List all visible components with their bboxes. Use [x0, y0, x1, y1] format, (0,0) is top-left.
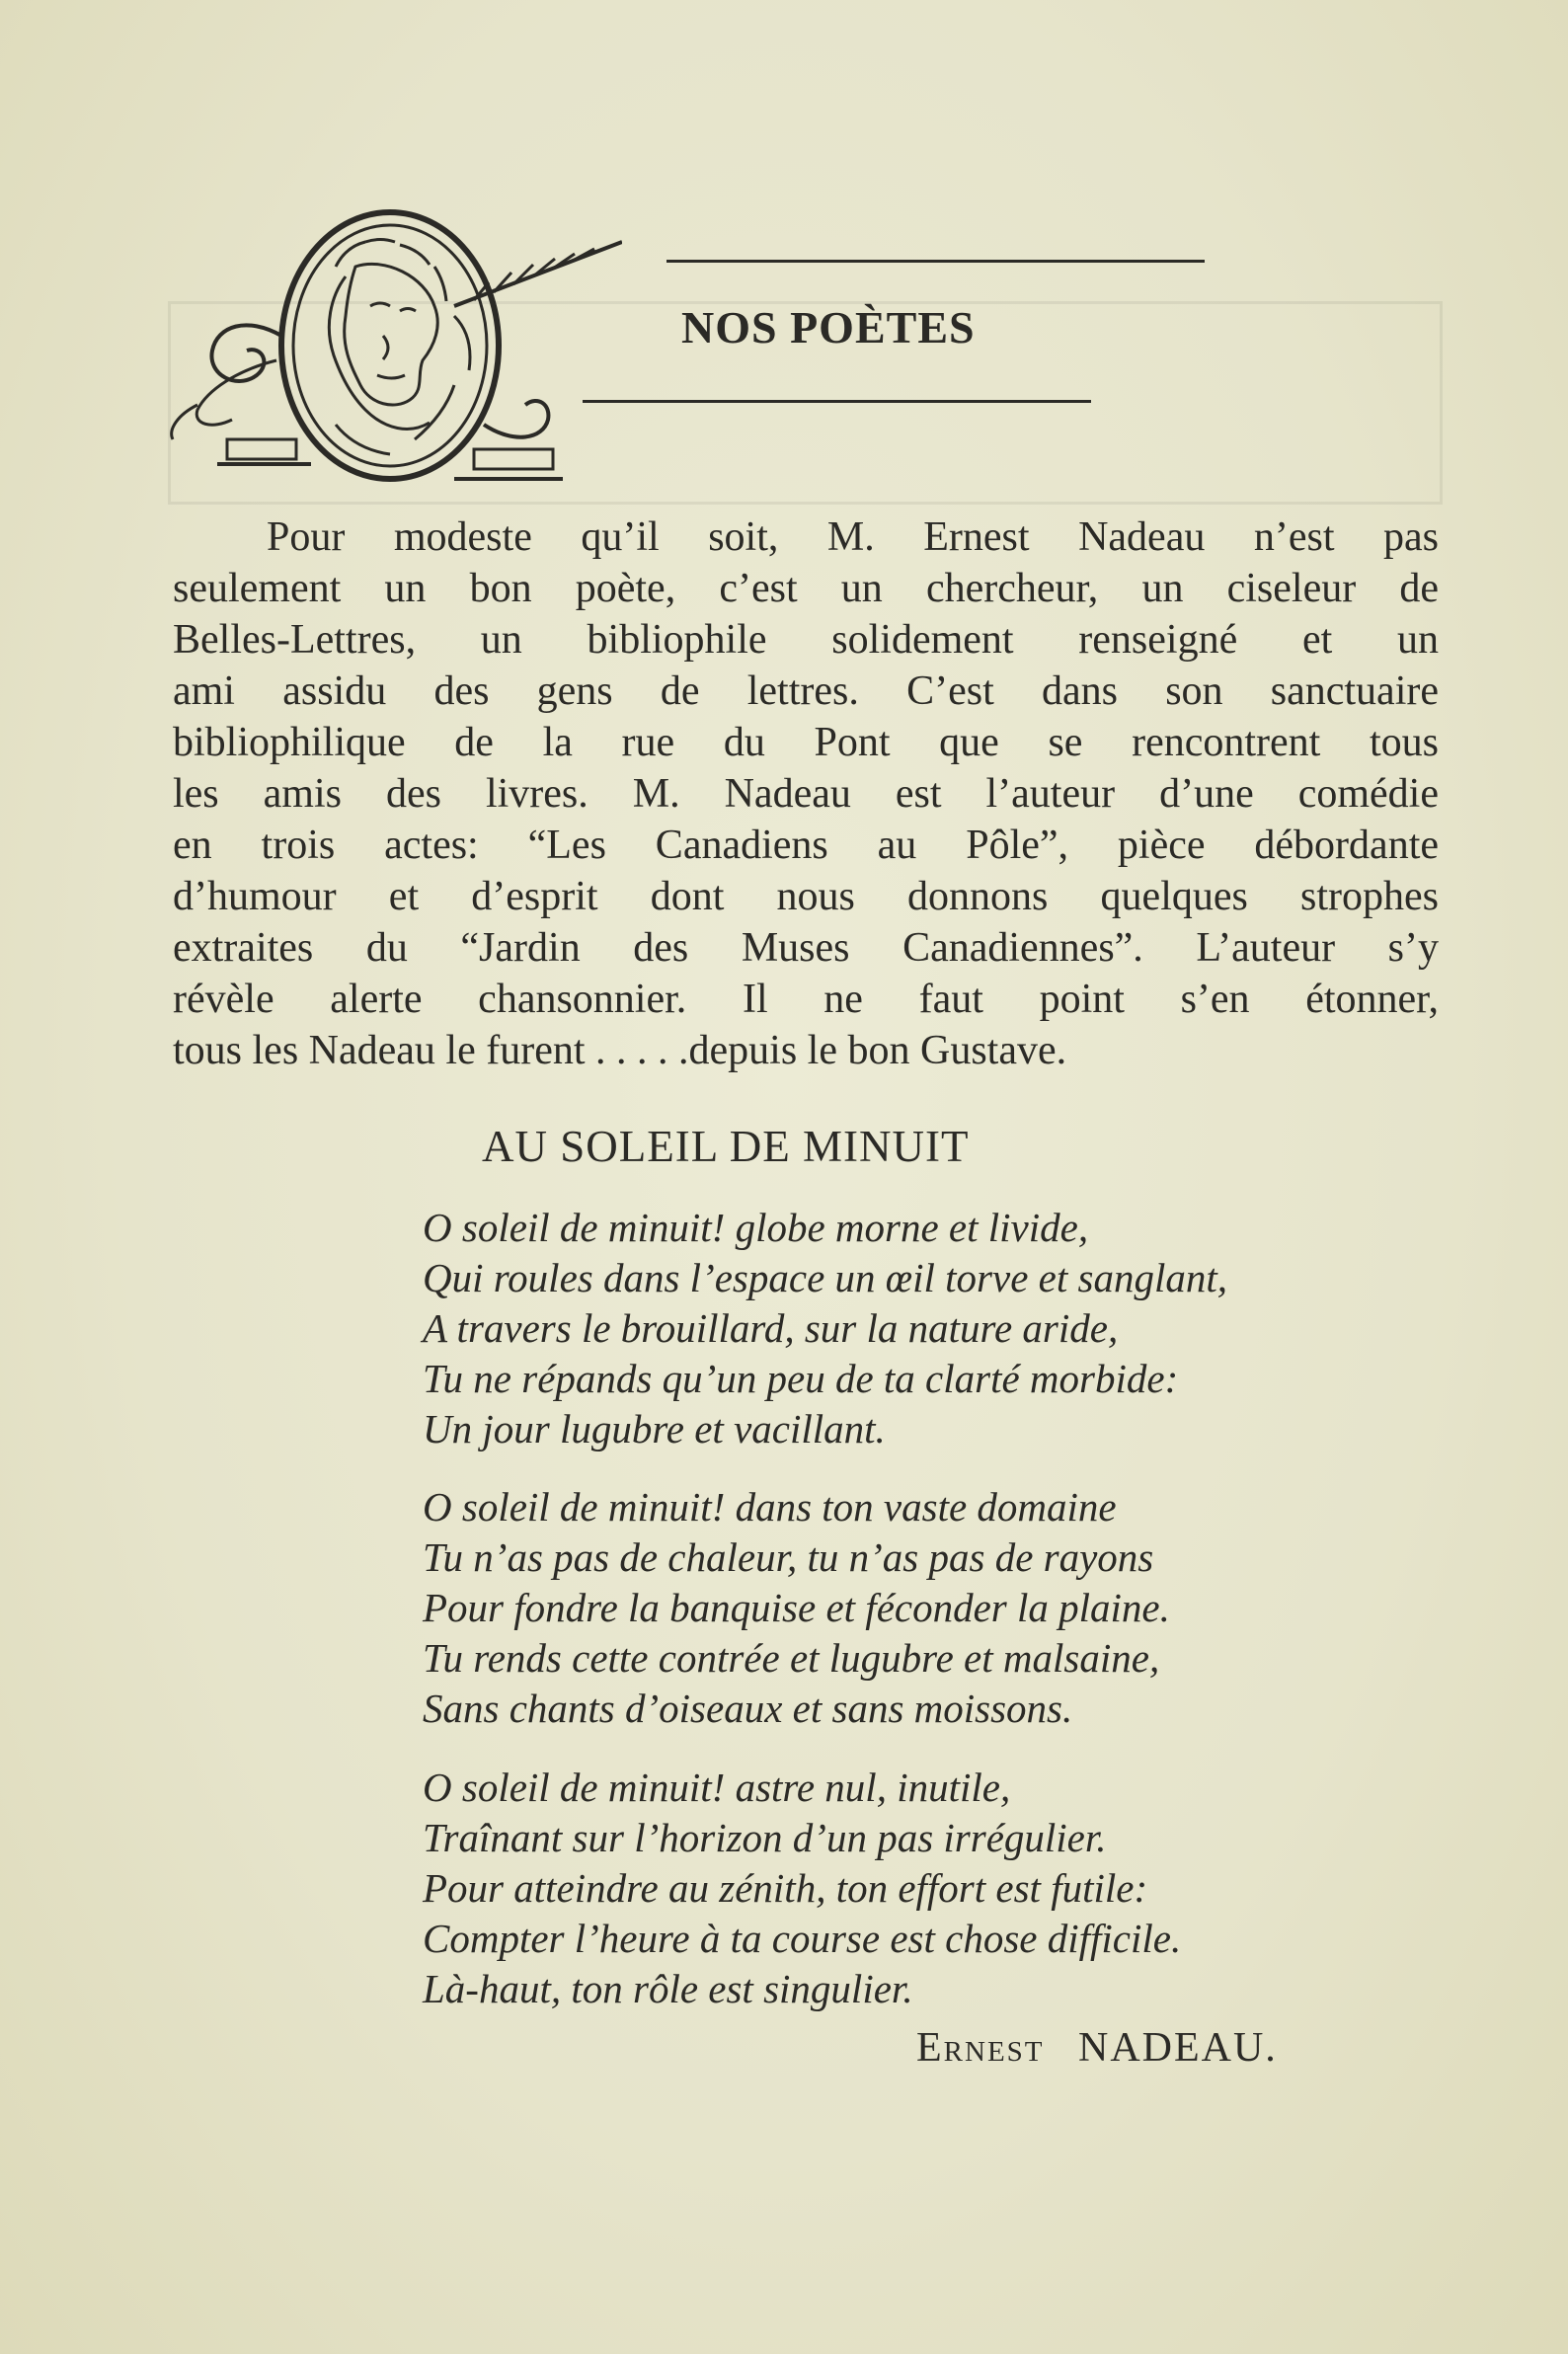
- poem-verse: Traînant sur l’horizon d’un pas irrégulier.: [423, 1815, 1107, 1860]
- poem-verse: Tu ne répands qu’un peu de ta clarté morbide:: [423, 1356, 1179, 1401]
- poem-verse: Tu rends cette contrée et lugubre et malsaine,: [423, 1635, 1160, 1681]
- intro-paragraph: [173, 511, 1439, 1076]
- poem-stanza-2: [423, 1482, 1170, 1734]
- intro-line: Belles-Lettres, un bibliophile solidement renseigné et un: [173, 617, 1439, 663]
- intro-line: bibliophilique de la rue du Pont que se rencontrent tous: [173, 720, 1439, 765]
- poet-portrait-quill-emblem-icon: [158, 197, 622, 494]
- header-rule-bottom: [583, 400, 1091, 403]
- intro-line: les amis des livres. M. Nadeau est l’auteur d’une comédie: [173, 771, 1439, 817]
- section-title: NOS POÈTES: [681, 302, 976, 353]
- intro-line: en trois actes: “Les Canadiens au Pôle”, pièce débordante: [173, 823, 1439, 868]
- poem-verse: O soleil de minuit! dans ton vaste domaine: [423, 1484, 1117, 1530]
- intro-line: Pour modeste qu’il soit, M. Ernest Nadeau n’est pas: [267, 514, 1439, 560]
- poem-verse: O soleil de minuit! astre nul, inutile,: [423, 1765, 1011, 1810]
- intro-line: d’humour et d’esprit dont nous donnons quelques strophes: [173, 874, 1439, 919]
- poem-author: [916, 2024, 1278, 2072]
- poem-title: AU SOLEIL DE MINUIT: [482, 1122, 970, 1171]
- intro-line: ami assidu des gens de lettres. C’est dans son sanctuaire: [173, 668, 1439, 714]
- poem-verse: Qui roules dans l’espace un œil torve et sanglant,: [423, 1255, 1227, 1300]
- intro-line: révèle alerte chansonnier. Il ne faut point s’en étonner,: [173, 977, 1439, 1022]
- poem-stanza-1: [423, 1203, 1227, 1454]
- header-rule-top: [666, 260, 1205, 263]
- poem-verse: O soleil de minuit! globe morne et livide,: [423, 1205, 1089, 1250]
- intro-line: extraites du “Jardin des Muses Canadiennes”. L’auteur s’y: [173, 925, 1439, 971]
- author-last-name: NADEAU.: [1078, 2025, 1278, 2071]
- poem-verse: Un jour lugubre et vacillant.: [423, 1406, 886, 1452]
- intro-line: seulement un bon poète, c’est un chercheur, un ciseleur de: [173, 566, 1439, 611]
- poem-verse: Pour atteindre au zénith, ton effort est futile:: [423, 1865, 1148, 1911]
- poem-verse: Tu n’as pas de chaleur, tu n’as pas de rayons: [423, 1534, 1154, 1580]
- section-header: [158, 197, 1066, 494]
- author-first-name: Ernest: [916, 2025, 1045, 2071]
- poem-verse: Là-haut, ton rôle est singulier.: [423, 1966, 913, 2011]
- intro-line: tous les Nadeau le furent . . . . .depuis le bon Gustave.: [173, 1028, 1067, 1073]
- poem-verse: A travers le brouillard, sur la nature aride,: [423, 1305, 1119, 1351]
- poem-verse: Compter l’heure à ta course est chose difficile.: [423, 1916, 1182, 1961]
- poem-verse: Pour fondre la banquise et féconder la plaine.: [423, 1585, 1170, 1630]
- poem-stanza-3: [423, 1763, 1181, 2014]
- poem-verse: Sans chants d’oiseaux et sans moissons.: [423, 1686, 1073, 1731]
